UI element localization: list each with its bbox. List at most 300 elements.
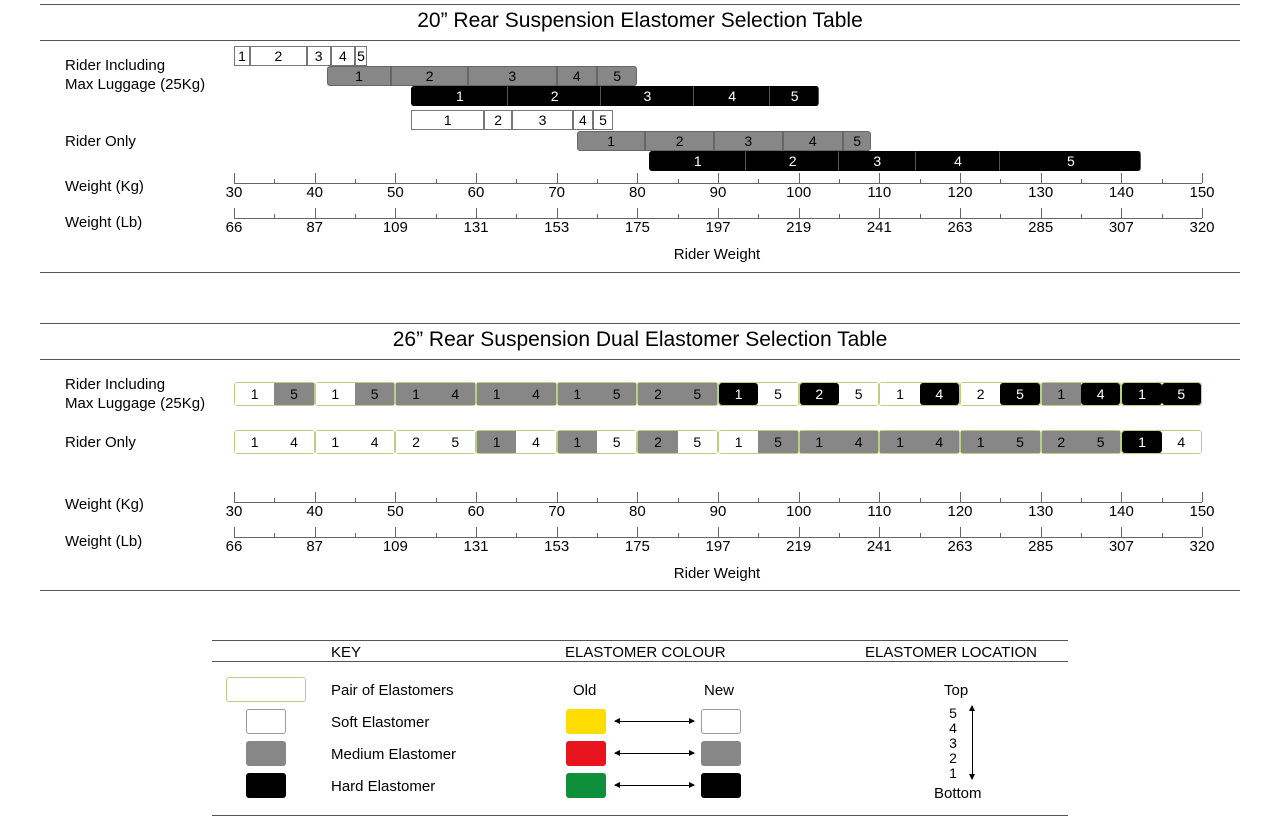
table1-kg-tick bbox=[920, 179, 921, 183]
table1-lb-tick bbox=[960, 208, 961, 218]
rider-pair bbox=[637, 430, 718, 454]
table1-lb-tick bbox=[718, 208, 719, 218]
table1-lb-tick bbox=[274, 214, 275, 218]
table1-kg-tick bbox=[234, 173, 235, 183]
rider-medium-elastomer-1: 1 bbox=[800, 431, 839, 453]
table1-kg-tick-label: 30 bbox=[225, 184, 243, 201]
rider-hard-segment-1 bbox=[649, 151, 746, 171]
rider-soft-segment-1 bbox=[411, 110, 484, 130]
rider-pair bbox=[1121, 430, 1202, 454]
segment-label: 3 bbox=[314, 48, 323, 64]
table1-weight-lb-label: Weight (Lb) bbox=[65, 214, 143, 231]
rider-hard-segment-3 bbox=[839, 151, 916, 171]
table1-lb-tick bbox=[476, 208, 477, 218]
table2-lb-tick bbox=[234, 527, 235, 537]
table2-kg-tick bbox=[1162, 498, 1163, 502]
luggage-hard-elastomer-1: 1 bbox=[1122, 383, 1161, 405]
segment-label: 4 bbox=[808, 133, 817, 149]
medium-new-swatch bbox=[701, 741, 741, 766]
rider-pair bbox=[315, 430, 396, 454]
table1-kg-tick bbox=[718, 173, 719, 183]
table2-kg-tick-label: 130 bbox=[1028, 503, 1054, 520]
soft-new-swatch bbox=[701, 709, 741, 734]
luggage-pair bbox=[1121, 382, 1202, 406]
segment-label: 2 bbox=[675, 133, 684, 149]
segment-label: 4 bbox=[338, 48, 347, 64]
table2-kg-tick bbox=[920, 498, 921, 502]
table1-lb-tick bbox=[1041, 208, 1042, 218]
luggage-medium-elastomer-4: 4 bbox=[516, 383, 555, 405]
rider-medium-elastomer-5: 5 bbox=[1081, 431, 1120, 453]
table1-lb-tick bbox=[597, 214, 598, 218]
segment-label: 1 bbox=[443, 112, 452, 128]
table1-kg-tick-label: 130 bbox=[1028, 184, 1054, 201]
location-stack-5: 5 bbox=[949, 705, 957, 721]
luggage-medium-segment-2 bbox=[391, 66, 468, 86]
table2-kg-tick bbox=[839, 498, 840, 502]
soft-old-swatch bbox=[566, 709, 606, 734]
table1-kg-tick bbox=[1081, 179, 1082, 183]
table1-lb-tick bbox=[557, 208, 558, 218]
key-top-rule bbox=[212, 640, 1068, 641]
segment-label: 1 bbox=[355, 68, 363, 84]
table1-kg-tick bbox=[597, 179, 598, 183]
table1-kg-tick bbox=[436, 179, 437, 183]
segment-label: 3 bbox=[744, 133, 753, 149]
luggage-soft-segment-3 bbox=[307, 46, 331, 66]
table2-kg-tick bbox=[1202, 492, 1203, 502]
luggage-hard-elastomer-2: 2 bbox=[800, 383, 839, 405]
key-old-label: Old bbox=[573, 682, 597, 699]
table1-kg-tick-label: 150 bbox=[1189, 184, 1215, 201]
rider-pair bbox=[718, 430, 799, 454]
table1-top-rule bbox=[40, 4, 1240, 5]
location-arrow bbox=[972, 706, 973, 779]
table2-kg-tick bbox=[557, 492, 558, 502]
rider-soft-elastomer-4: 4 bbox=[355, 431, 394, 453]
luggage-medium-elastomer-5: 5 bbox=[274, 383, 313, 405]
key-pair-swatch bbox=[226, 677, 306, 702]
rider-hard-segment-4 bbox=[916, 151, 1001, 171]
key-soft-label: Soft Elastomer bbox=[331, 714, 430, 731]
table2-kg-tick-label: 70 bbox=[548, 503, 565, 520]
segment-label: 3 bbox=[538, 112, 547, 128]
table2-lb-tick bbox=[476, 527, 477, 537]
luggage-medium-elastomer-1: 1 bbox=[1042, 383, 1081, 405]
rider-pair bbox=[1041, 430, 1122, 454]
table2-top-rule bbox=[40, 323, 1240, 324]
key-medium-swatch bbox=[246, 741, 286, 766]
rider-pair bbox=[395, 430, 476, 454]
rider-medium-segment-2 bbox=[645, 131, 714, 151]
table1-kg-tick bbox=[1041, 173, 1042, 183]
segment-label: 4 bbox=[572, 68, 581, 84]
luggage-hard-segment-2 bbox=[508, 86, 601, 106]
luggage-soft-segment-5 bbox=[355, 46, 367, 66]
table2-lb-tick-label: 219 bbox=[786, 538, 812, 555]
table2-kg-tick-label: 60 bbox=[467, 503, 485, 520]
hard-new-swatch bbox=[701, 773, 741, 798]
luggage-soft-elastomer-1: 1 bbox=[235, 383, 274, 405]
rider-soft-elastomer-5: 5 bbox=[678, 431, 717, 453]
table2-weight-kg-label: Weight (Kg) bbox=[65, 496, 144, 513]
luggage-medium-elastomer-4: 4 bbox=[436, 383, 475, 405]
location-stack-4: 4 bbox=[949, 720, 957, 736]
luggage-medium-segment-5 bbox=[597, 66, 637, 86]
table2-lb-tick-label: 241 bbox=[866, 538, 892, 555]
rider-soft-elastomer-5: 5 bbox=[436, 431, 475, 453]
table1-kg-tick bbox=[879, 173, 880, 183]
rider-medium-segment-5 bbox=[843, 131, 871, 151]
luggage-pair bbox=[476, 382, 557, 406]
segment-label: 5 bbox=[790, 88, 799, 104]
table2-title: 26” Rear Suspension Dual Elastomer Selection Table bbox=[392, 328, 888, 351]
location-stack-3: 3 bbox=[949, 735, 957, 751]
key-pair-label: Pair of Elastomers bbox=[331, 682, 454, 699]
segment-label: 3 bbox=[873, 153, 882, 169]
table2-lb-tick-label: 153 bbox=[544, 538, 570, 555]
table2-lb-tick bbox=[355, 533, 356, 537]
segment-label: 5 bbox=[357, 48, 365, 64]
key-soft-swatch bbox=[246, 709, 286, 734]
table1-lb-tick-label: 219 bbox=[786, 219, 812, 236]
key-new-label: New bbox=[704, 682, 735, 699]
luggage-pair bbox=[960, 382, 1041, 406]
luggage-medium-elastomer-2: 2 bbox=[638, 383, 677, 405]
table2-lb-tick-label: 109 bbox=[382, 538, 408, 555]
table1-lb-tick-label: 197 bbox=[705, 219, 731, 236]
hard-colour-arrow bbox=[615, 785, 694, 786]
rider-medium-elastomer-5: 5 bbox=[758, 431, 797, 453]
table1-lb-tick bbox=[1000, 214, 1001, 218]
table1-title-rule bbox=[40, 40, 1240, 41]
table1-kg-tick bbox=[355, 179, 356, 183]
table2-lb-tick bbox=[879, 527, 880, 537]
table1-kg-tick-label: 120 bbox=[947, 184, 973, 201]
table2-lb-tick-label: 285 bbox=[1028, 538, 1054, 555]
luggage-medium-elastomer-5: 5 bbox=[597, 383, 636, 405]
table2-kg-tick-label: 140 bbox=[1108, 503, 1134, 520]
rider-medium-elastomer-1: 1 bbox=[880, 431, 919, 453]
rider-hard-segment-2 bbox=[746, 151, 839, 171]
table2-kg-tick-label: 120 bbox=[947, 503, 973, 520]
rider-soft-elastomer-4: 4 bbox=[516, 431, 555, 453]
table2-lb-tick-label: 131 bbox=[463, 538, 489, 555]
table1-lb-tick-label: 109 bbox=[382, 219, 408, 236]
segment-label: 2 bbox=[274, 48, 283, 64]
rider-soft-elastomer-1: 1 bbox=[719, 431, 758, 453]
key-medium-label: Medium Elastomer bbox=[331, 746, 457, 763]
medium-colour-arrow bbox=[615, 753, 694, 754]
table1-lb-tick-label: 263 bbox=[947, 219, 973, 236]
luggage-pair bbox=[234, 382, 315, 406]
table2-kg-tick-label: 110 bbox=[867, 503, 892, 520]
table1-kg-tick-label: 140 bbox=[1108, 184, 1134, 201]
table2-lb-tick bbox=[315, 527, 316, 537]
table2-kg-tick bbox=[799, 492, 800, 502]
rider-medium-segment-1 bbox=[577, 131, 646, 151]
rider-medium-segment-4 bbox=[783, 131, 844, 151]
key-location-heading: ELASTOMER LOCATION bbox=[865, 644, 1037, 661]
table1-lb-tick bbox=[678, 214, 679, 218]
table2-kg-tick-label: 50 bbox=[386, 503, 404, 520]
table1-kg-tick-label: 60 bbox=[467, 184, 485, 201]
table2-kg-tick-label: 150 bbox=[1189, 503, 1215, 520]
rider-pair bbox=[557, 430, 638, 454]
luggage-medium-elastomer-5: 5 bbox=[678, 383, 717, 405]
table2-kg-tick bbox=[718, 492, 719, 502]
rider-pair bbox=[234, 430, 315, 454]
luggage-soft-elastomer-1: 1 bbox=[316, 383, 355, 405]
rider-soft-elastomer-1: 1 bbox=[235, 431, 274, 453]
table2-bottom-rule bbox=[40, 590, 1240, 591]
table1-lb-tick bbox=[839, 214, 840, 218]
luggage-soft-elastomer-5: 5 bbox=[758, 383, 797, 405]
table1-lb-tick-label: 285 bbox=[1028, 219, 1054, 236]
table2-lb-tick bbox=[920, 533, 921, 537]
rider-soft-segment-3 bbox=[512, 110, 573, 130]
table1-kg-tick-label: 100 bbox=[786, 184, 812, 201]
table1-weight-kg-label: Weight (Kg) bbox=[65, 178, 144, 195]
table1-lb-tick bbox=[315, 208, 316, 218]
luggage-soft-segment-2 bbox=[250, 46, 306, 66]
table2-kg-tick bbox=[1121, 492, 1122, 502]
table1-lb-tick-label: 175 bbox=[624, 219, 650, 236]
table2-kg-tick bbox=[1000, 498, 1001, 502]
rider-medium-elastomer-1: 1 bbox=[961, 431, 1000, 453]
table1-rider-only-label: Rider Only bbox=[65, 133, 136, 150]
luggage-hard-elastomer-5: 5 bbox=[1162, 383, 1201, 405]
segment-label: 3 bbox=[508, 68, 517, 84]
rider-soft-elastomer-2: 2 bbox=[396, 431, 435, 453]
table2-lb-tick bbox=[678, 533, 679, 537]
segment-label: 5 bbox=[853, 133, 862, 149]
table1-lb-tick-label: 87 bbox=[306, 219, 323, 236]
rider-soft-elastomer-4: 4 bbox=[1162, 431, 1201, 453]
luggage-pair bbox=[1041, 382, 1122, 406]
luggage-medium-elastomer-1: 1 bbox=[477, 383, 516, 405]
table2-kg-tick-label: 80 bbox=[628, 503, 646, 520]
table1-bottom-rule bbox=[40, 272, 1240, 273]
table1-lb-tick-label: 131 bbox=[463, 219, 489, 236]
rider-medium-elastomer-4: 4 bbox=[839, 431, 878, 453]
table1-kg-tick bbox=[476, 173, 477, 183]
table1-lb-tick-label: 307 bbox=[1108, 219, 1134, 236]
table2-lb-tick bbox=[597, 533, 598, 537]
table2-lb-tick-label: 263 bbox=[947, 538, 973, 555]
table1-lb-tick bbox=[637, 208, 638, 218]
table2-lb-tick-label: 66 bbox=[225, 538, 243, 555]
table1-lb-tick bbox=[920, 214, 921, 218]
table1-lb-tick-label: 153 bbox=[544, 219, 570, 236]
rider-hard-elastomer-1: 1 bbox=[1122, 431, 1161, 453]
luggage-pair bbox=[718, 382, 799, 406]
table1-lb-tick bbox=[879, 208, 880, 218]
rider-medium-elastomer-1: 1 bbox=[558, 431, 597, 453]
luggage-hard-elastomer-4: 4 bbox=[1081, 383, 1120, 405]
table1-kg-tick bbox=[315, 173, 316, 183]
luggage-soft-elastomer-2: 2 bbox=[961, 383, 1000, 405]
luggage-pair bbox=[315, 382, 396, 406]
table1-kg-tick-label: 70 bbox=[548, 184, 565, 201]
table2-lb-tick bbox=[1000, 533, 1001, 537]
rider-pair bbox=[476, 430, 557, 454]
rider-pair bbox=[879, 430, 960, 454]
segment-label: 4 bbox=[728, 88, 736, 104]
luggage-soft-elastomer-1: 1 bbox=[880, 383, 919, 405]
table2-kg-tick bbox=[315, 492, 316, 502]
table2-lb-tick-label: 307 bbox=[1108, 538, 1134, 555]
rider-soft-elastomer-5: 5 bbox=[597, 431, 636, 453]
location-stack-2: 2 bbox=[949, 750, 957, 766]
table1-lb-tick bbox=[355, 214, 356, 218]
table2-lb-tick-label: 87 bbox=[306, 538, 323, 555]
table2-lb-tick bbox=[1041, 527, 1042, 537]
segment-label: 1 bbox=[455, 88, 464, 104]
table1-kg-tick-label: 80 bbox=[628, 184, 646, 201]
table2-lb-tick-label: 320 bbox=[1189, 538, 1215, 555]
table2-kg-tick-label: 40 bbox=[306, 503, 323, 520]
rider-hard-segment-5 bbox=[1000, 151, 1141, 171]
table2-lb-tick bbox=[1121, 527, 1122, 537]
medium-old-swatch bbox=[566, 741, 606, 766]
table2-lb-tick bbox=[436, 533, 437, 537]
table2-kg-tick bbox=[1081, 498, 1082, 502]
table2-kg-tick bbox=[879, 492, 880, 502]
luggage-hard-segment-5 bbox=[770, 86, 818, 106]
luggage-pair bbox=[799, 382, 880, 406]
table1-lb-tick bbox=[234, 208, 235, 218]
rider-medium-elastomer-1: 1 bbox=[477, 431, 516, 453]
segment-label: 4 bbox=[578, 112, 587, 128]
segment-label: 2 bbox=[788, 153, 797, 169]
table1-kg-tick bbox=[1121, 173, 1122, 183]
table2-kg-tick bbox=[234, 492, 235, 502]
table1-lb-tick bbox=[799, 208, 800, 218]
rider-pair bbox=[960, 430, 1041, 454]
table1-kg-tick bbox=[839, 179, 840, 183]
key-hard-label: Hard Elastomer bbox=[331, 778, 436, 795]
table1-lb-tick-label: 66 bbox=[225, 219, 243, 236]
table2-kg-tick bbox=[274, 498, 275, 502]
table2-lb-tick bbox=[557, 527, 558, 537]
luggage-medium-elastomer-5: 5 bbox=[355, 383, 394, 405]
table1-kg-tick bbox=[758, 179, 759, 183]
table2-kg-tick bbox=[678, 498, 679, 502]
table1-kg-tick bbox=[395, 173, 396, 183]
table1-kg-tick bbox=[557, 173, 558, 183]
luggage-soft-segment-4 bbox=[331, 46, 355, 66]
table2-x-title: Rider Weight bbox=[673, 565, 761, 582]
table1-kg-tick bbox=[1202, 173, 1203, 183]
rider-soft-segment-4 bbox=[573, 110, 593, 130]
luggage-medium-segment-4 bbox=[557, 66, 597, 86]
table2-luggage-label-line2: Max Luggage (25Kg) bbox=[65, 395, 206, 412]
table2-lb-tick-label: 175 bbox=[624, 538, 650, 555]
table1-kg-tick bbox=[799, 173, 800, 183]
table1-lb-tick bbox=[1162, 214, 1163, 218]
luggage-pair bbox=[879, 382, 960, 406]
table2-rider-only-label: Rider Only bbox=[65, 434, 136, 451]
segment-label: 1 bbox=[238, 48, 246, 64]
luggage-medium-elastomer-1: 1 bbox=[396, 383, 435, 405]
segment-label: 2 bbox=[494, 112, 503, 128]
luggage-hard-elastomer-4: 4 bbox=[920, 383, 959, 405]
soft-colour-arrow bbox=[615, 721, 694, 722]
luggage-medium-segment-3 bbox=[468, 66, 557, 86]
rider-medium-elastomer-2: 2 bbox=[1042, 431, 1081, 453]
table2-lb-tick bbox=[799, 527, 800, 537]
table2-kg-tick bbox=[960, 492, 961, 502]
rider-medium-elastomer-2: 2 bbox=[638, 431, 677, 453]
table2-kg-tick-label: 90 bbox=[709, 503, 727, 520]
table2-kg-tick-label: 30 bbox=[225, 503, 243, 520]
table2-kg-tick bbox=[355, 498, 356, 502]
rider-soft-elastomer-1: 1 bbox=[316, 431, 355, 453]
table2-lb-tick bbox=[1202, 527, 1203, 537]
table1-lb-tick bbox=[1081, 214, 1082, 218]
table1-kg-tick bbox=[960, 173, 961, 183]
rider-medium-elastomer-4: 4 bbox=[920, 431, 959, 453]
segment-label: 5 bbox=[613, 68, 622, 84]
table2-kg-tick bbox=[516, 498, 517, 502]
table1-kg-tick bbox=[274, 179, 275, 183]
table1-lb-tick bbox=[516, 214, 517, 218]
table2-luggage-label-line1: Rider Including bbox=[65, 376, 166, 393]
table1-x-title: Rider Weight bbox=[673, 246, 761, 263]
table1-kg-tick-label: 90 bbox=[709, 184, 727, 201]
table1-kg-tick bbox=[516, 179, 517, 183]
key-heading-rule bbox=[212, 661, 1068, 662]
key-hard-swatch bbox=[246, 773, 286, 798]
table2-weight-lb-label: Weight (Lb) bbox=[65, 533, 143, 550]
luggage-hard-segment-1 bbox=[411, 86, 508, 106]
luggage-pair bbox=[395, 382, 476, 406]
table1-luggage-label-line2: Max Luggage (25Kg) bbox=[65, 76, 206, 93]
luggage-hard-elastomer-5: 5 bbox=[1000, 383, 1039, 405]
location-top-label: Top bbox=[944, 682, 969, 699]
luggage-soft-elastomer-5: 5 bbox=[839, 383, 878, 405]
table1-kg-tick bbox=[1162, 179, 1163, 183]
segment-label: 2 bbox=[550, 88, 559, 104]
table1-lb-tick bbox=[1202, 208, 1203, 218]
table1-lb-tick-label: 320 bbox=[1189, 219, 1215, 236]
table2-kg-tick bbox=[758, 498, 759, 502]
luggage-soft-segment-1 bbox=[234, 46, 250, 66]
luggage-medium-elastomer-1: 1 bbox=[558, 383, 597, 405]
luggage-hard-segment-3 bbox=[601, 86, 694, 106]
table1-kg-tick bbox=[637, 173, 638, 183]
rider-medium-elastomer-5: 5 bbox=[1000, 431, 1039, 453]
key-bottom-rule bbox=[212, 815, 1068, 816]
table2-lb-tick-label: 197 bbox=[705, 538, 731, 555]
table2-title-rule bbox=[40, 359, 1240, 360]
table2-lb-tick bbox=[637, 527, 638, 537]
rider-soft-segment-2 bbox=[484, 110, 512, 130]
table2-lb-tick bbox=[395, 527, 396, 537]
rider-soft-segment-5 bbox=[593, 110, 613, 130]
key-colour-heading: ELASTOMER COLOUR bbox=[565, 644, 726, 661]
segment-label: 1 bbox=[607, 133, 615, 149]
segment-label: 2 bbox=[425, 68, 434, 84]
table1-kg-tick-label: 50 bbox=[386, 184, 404, 201]
key-heading: KEY bbox=[331, 644, 362, 661]
table2-kg-tick bbox=[436, 498, 437, 502]
table1-kg-tick bbox=[678, 179, 679, 183]
table2-kg-tick bbox=[597, 498, 598, 502]
luggage-hard-segment-4 bbox=[694, 86, 771, 106]
table1-lb-tick bbox=[758, 214, 759, 218]
